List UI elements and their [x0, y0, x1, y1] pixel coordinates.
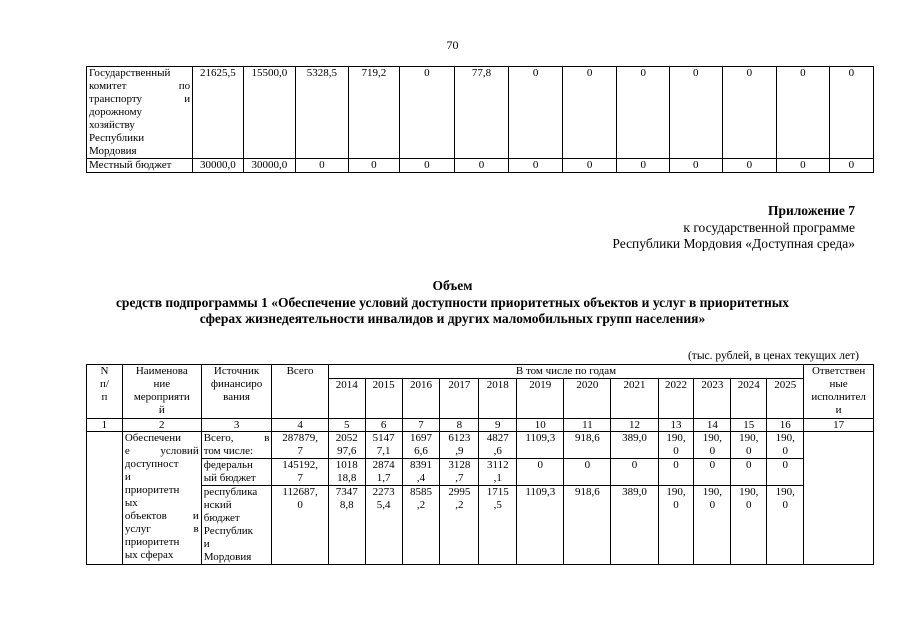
cell-line: е условий [124, 445, 199, 457]
year-value-cell [402, 432, 440, 459]
year-value-cell [658, 459, 694, 486]
cell-line: 190, [775, 486, 795, 498]
year-value-cell [365, 432, 402, 459]
cell-line: федеральн [203, 459, 253, 471]
value-cell: 0 [348, 159, 400, 173]
cell-line: 0 [537, 459, 544, 471]
value-cell: 0 [562, 67, 617, 159]
header-name [122, 365, 201, 419]
column-numbers-row [87, 419, 874, 432]
year-value-cell [564, 459, 611, 486]
cell-line: 0 [746, 499, 752, 511]
year-value-cell [328, 486, 365, 565]
year-value-cell [564, 486, 611, 565]
header-years-group: В том числе по годам [328, 365, 803, 379]
column-number-cell: 8 [440, 419, 479, 432]
cell-line: объектов и [124, 510, 199, 522]
cell-line: ых [124, 497, 138, 509]
cell-line: Государственный [89, 67, 171, 79]
value-cell: 5328,5 [296, 67, 349, 159]
cell-line: 3128 [448, 459, 471, 471]
cell-line: 0 [584, 459, 591, 471]
cell-line: ,5 [493, 499, 502, 511]
cell-line: Республики [89, 132, 145, 144]
year-value-cell [479, 486, 517, 565]
year-header-cell: 2019 [517, 379, 564, 419]
cell-line: финансиро [210, 378, 263, 390]
year-value-cell [694, 432, 731, 459]
year-value-cell [694, 459, 731, 486]
year-header-cell: 2018 [479, 379, 517, 419]
column-number-cell: 7 [402, 419, 440, 432]
value-cell: 0 [400, 67, 455, 159]
cell-line: 4827 [486, 432, 509, 444]
total-cell [272, 486, 328, 565]
table-row [87, 67, 874, 159]
value-cell: 0 [400, 159, 455, 173]
cell-line: мероприяти [133, 391, 190, 403]
table-row [87, 486, 874, 565]
cell-line: 3112 [486, 459, 509, 471]
year-value-cell [694, 486, 731, 565]
column-number-cell: 5 [328, 419, 365, 432]
cell-line: 8,8 [339, 499, 354, 511]
cell-line: Мордовия [203, 551, 252, 563]
cell-line: 1109,3 [525, 432, 556, 444]
value-cell: 0 [617, 159, 670, 173]
cell-line: 918,6 [575, 486, 600, 498]
value-cell: 0 [509, 67, 563, 159]
cell-line: 2273 [372, 486, 395, 498]
cell-line: 2052 [335, 432, 358, 444]
cell-line: 7,1 [376, 445, 391, 457]
source-cell [201, 432, 272, 459]
value-cell: 15500,0 [243, 67, 296, 159]
cell-line: ,4 [416, 472, 426, 484]
cell-line: услуг в [124, 523, 199, 535]
year-header-cell: 2014 [328, 379, 365, 419]
cell-line: 190, [666, 486, 686, 498]
cell-line: 287879, [282, 432, 318, 444]
column-number-cell: 10 [517, 419, 564, 432]
cell-line: ные [829, 378, 848, 390]
value-cell: 0 [454, 159, 509, 173]
value-cell: 719,2 [348, 67, 400, 159]
year-header-cell: 2025 [767, 379, 804, 419]
header-row [87, 365, 874, 379]
funding-table-continuation [86, 66, 874, 173]
cell-line: бюджет [203, 512, 240, 524]
cell-line: 8585 [409, 486, 432, 498]
header-num [87, 365, 123, 419]
cell-line: Местный бюджет [89, 159, 172, 171]
cell-line: приоритетн [124, 484, 180, 496]
year-header-cell: 2022 [658, 379, 694, 419]
cell-line: дорожному [89, 106, 143, 118]
column-number-cell: 14 [694, 419, 731, 432]
year-value-cell [564, 432, 611, 459]
cell-line: N [100, 365, 109, 377]
year-value-cell [767, 486, 804, 565]
cell-line: ых сферах [124, 549, 174, 561]
cell-line: ,9 [455, 445, 464, 457]
total-cell [272, 432, 328, 459]
year-value-cell [479, 432, 517, 459]
cell-line: 0 [782, 445, 788, 457]
cell-line: 389,0 [622, 486, 647, 498]
document-heading [0, 278, 905, 328]
column-number-cell: 2 [122, 419, 201, 432]
cell-line: п/ [99, 378, 109, 390]
cell-line: 1715 [486, 486, 509, 498]
cell-line: 2995 [448, 486, 471, 498]
year-header-cell: 2015 [365, 379, 402, 419]
year-value-cell [402, 486, 440, 565]
value-cell: 0 [722, 67, 777, 159]
appendix-line-2: к государственной программе [683, 219, 855, 235]
cell-line: 190, [775, 432, 795, 444]
cell-line: 6123 [448, 432, 471, 444]
cell-line: вания [223, 391, 250, 403]
heading-line-1: Объем [432, 278, 473, 293]
cell-line: исполнител [811, 391, 866, 403]
cell-line: ние [153, 378, 171, 390]
cell-line: 0 [673, 499, 679, 511]
cell-line: 8391 [409, 459, 432, 471]
cell-line: 0 [673, 459, 679, 471]
responsible-cell [804, 432, 874, 565]
year-value-cell [731, 486, 767, 565]
cell-line: 0 [782, 499, 788, 511]
header-source [201, 365, 272, 419]
cell-line: 190, [739, 432, 759, 444]
year-value-cell [517, 459, 564, 486]
cell-line: Республик [203, 525, 254, 537]
year-header-cell: 2021 [611, 379, 658, 419]
cell-line: 7 [297, 445, 303, 457]
year-value-cell [731, 459, 767, 486]
row-name-cell [87, 67, 193, 159]
cell-line: 0 [746, 459, 752, 471]
year-header-cell: 2017 [440, 379, 479, 419]
column-number-cell: 15 [731, 419, 767, 432]
cell-line: ,1 [493, 472, 502, 484]
appendix-line-3: Республики Мордовия «Доступная среда» [612, 236, 855, 251]
cell-line: 5147 [372, 432, 395, 444]
cell-line: Мордовия [89, 145, 137, 157]
year-value-cell [328, 432, 365, 459]
value-cell: 77,8 [454, 67, 509, 159]
column-number-cell: 12 [611, 419, 658, 432]
table-row [87, 459, 874, 486]
cell-line: 389,0 [622, 432, 647, 444]
cell-line: комитет по [89, 80, 191, 92]
value-cell: 0 [562, 159, 617, 173]
value-cell: 0 [777, 67, 830, 159]
cell-line: 1697 [409, 432, 432, 444]
source-cell [201, 486, 272, 565]
year-value-cell [479, 459, 517, 486]
column-number-cell: 16 [767, 419, 804, 432]
cell-line: 112687, [282, 486, 318, 498]
cell-line: 5,4 [376, 499, 391, 511]
cell-line: Ответствен [811, 365, 866, 377]
cell-line: и [203, 538, 210, 550]
cell-line: 190, [739, 486, 759, 498]
cell-line: хозяйству [89, 119, 135, 131]
cell-line: 7 [297, 472, 303, 484]
value-cell: 0 [617, 67, 670, 159]
top-table-body [87, 67, 874, 173]
value-cell: 0 [829, 159, 873, 173]
header-total: Всего [272, 365, 328, 419]
cell-line: 0 [631, 459, 638, 471]
row-number-cell [87, 432, 123, 565]
year-header-cell: 2023 [694, 379, 731, 419]
year-value-cell [767, 459, 804, 486]
cell-line: 190, [702, 486, 723, 498]
heading-line-2: средств подпрограммы 1 «Обеспечение условий доступности приоритетных объектов и услуг в приоритетных [115, 294, 790, 310]
column-number-cell: 3 [201, 419, 272, 432]
column-number-cell: 11 [564, 419, 611, 432]
heading-line-3: сферах жизнедеятельности инвалидов и других маломобильных групп населения» [199, 311, 706, 326]
value-cell: 0 [829, 67, 873, 159]
column-number-cell: 9 [479, 419, 517, 432]
cell-line: 190, [702, 432, 723, 444]
year-value-cell [440, 432, 479, 459]
cell-line: Источник [213, 365, 260, 377]
year-header-cell: 2024 [731, 379, 767, 419]
cell-line: 1109,3 [525, 486, 556, 498]
value-cell: 0 [296, 159, 349, 173]
year-value-cell [440, 486, 479, 565]
value-cell: 0 [777, 159, 830, 173]
subprogram-funding-table [86, 364, 874, 565]
value-cell: 0 [722, 159, 777, 173]
cell-line: ,7 [455, 472, 464, 484]
header-responsible [804, 365, 874, 419]
year-value-cell [517, 486, 564, 565]
year-value-cell [365, 486, 402, 565]
year-value-cell [767, 432, 804, 459]
year-value-cell [365, 459, 402, 486]
value-cell: 30000,0 [243, 159, 296, 173]
year-value-cell [328, 459, 365, 486]
year-header-cell: 2020 [564, 379, 611, 419]
cell-line: ,2 [455, 499, 464, 511]
cell-line: 0 [709, 445, 716, 457]
cell-line: ,2 [416, 499, 426, 511]
cell-line: приоритетн [124, 536, 180, 548]
cell-line: 145192, [282, 459, 318, 471]
cell-line: 18,8 [337, 472, 357, 484]
cell-line: транспорту и [89, 93, 191, 105]
year-value-cell [517, 432, 564, 459]
source-cell [201, 459, 272, 486]
cell-line: нский [203, 499, 232, 511]
main-table-body [87, 365, 874, 565]
cell-line: 6,6 [414, 445, 428, 457]
year-value-cell [658, 486, 694, 565]
cell-line: 190, [666, 432, 686, 444]
column-number-cell: 6 [365, 419, 402, 432]
cell-line: Обеспечени [124, 432, 181, 444]
cell-line: 1,7 [376, 472, 391, 484]
year-value-cell [731, 432, 767, 459]
value-cell: 0 [670, 67, 723, 159]
cell-line: Наименова [135, 365, 188, 377]
cell-line: 0 [746, 445, 752, 457]
cell-line: Всего, в [203, 432, 270, 444]
cell-line: 0 [709, 459, 716, 471]
cell-line: 0 [297, 499, 303, 511]
cell-line: 97,6 [337, 445, 357, 457]
cell-line: республика [203, 486, 258, 498]
year-header-cell: 2016 [402, 379, 440, 419]
total-cell [272, 459, 328, 486]
cell-line: 1018 [335, 459, 358, 471]
value-cell: 21625,5 [193, 67, 243, 159]
appendix-block [612, 203, 855, 253]
year-value-cell [658, 432, 694, 459]
cell-line: доступност [124, 458, 179, 470]
table-row [87, 159, 874, 173]
cell-line: 0 [673, 445, 679, 457]
appendix-title: Приложение 7 [767, 203, 855, 218]
cell-line: п [101, 391, 108, 403]
year-value-cell [611, 432, 658, 459]
column-number-cell: 13 [658, 419, 694, 432]
cell-line: 2874 [372, 459, 395, 471]
units-note: (тыс. рублей, в ценах текущих лет) [687, 350, 859, 362]
column-number-cell: 4 [272, 419, 328, 432]
cell-line: том числе: [203, 445, 254, 457]
page-number: 70 [446, 38, 459, 52]
cell-line: и [124, 471, 131, 483]
activity-name-cell [122, 432, 201, 565]
cell-line: 918,6 [575, 432, 600, 444]
row-name-cell [87, 159, 193, 173]
value-cell: 0 [509, 159, 563, 173]
column-number-cell: 1 [87, 419, 123, 432]
cell-line: 7347 [335, 486, 358, 498]
cell-line: 0 [709, 499, 716, 511]
cell-line: 0 [782, 459, 788, 471]
cell-line: и [835, 404, 842, 416]
year-value-cell [440, 459, 479, 486]
column-number-cell: 17 [804, 419, 874, 432]
cell-line: ый бюджет [203, 472, 256, 484]
table-row [87, 432, 874, 459]
year-value-cell [611, 486, 658, 565]
year-value-cell [611, 459, 658, 486]
value-cell: 30000,0 [193, 159, 243, 173]
year-value-cell [402, 459, 440, 486]
cell-line: й [158, 404, 165, 416]
cell-line: ,6 [493, 445, 502, 457]
value-cell: 0 [670, 159, 723, 173]
